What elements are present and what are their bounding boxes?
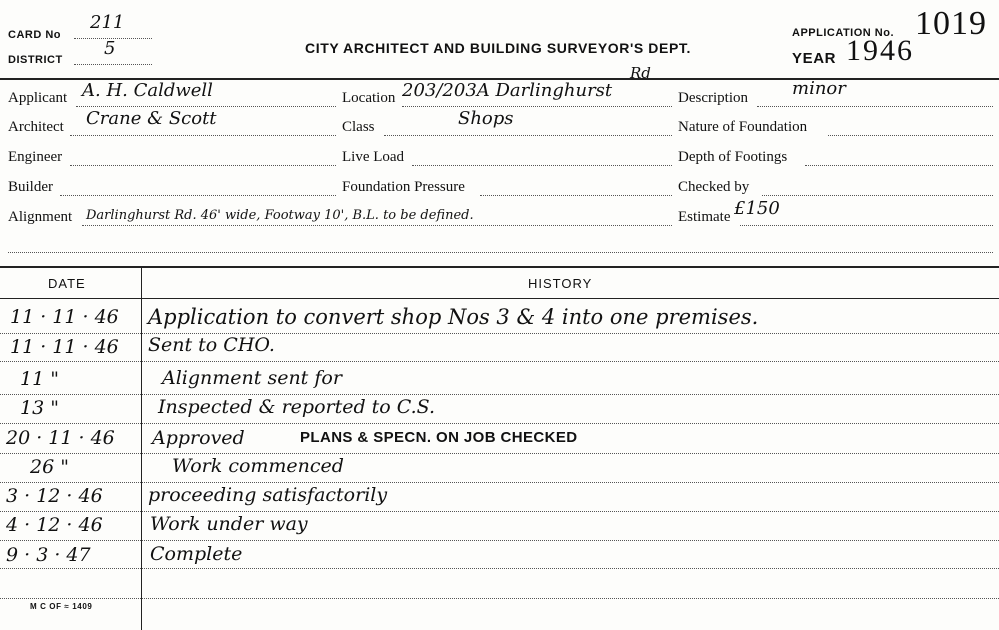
department-title: CITY ARCHITECT AND BUILDING SURVEYOR'S DEPT. <box>305 40 691 56</box>
checked-stamp: PLANS & SPECN. ON JOB CHECKED <box>300 429 578 446</box>
engineer-label: Engineer <box>8 149 63 165</box>
history-row-6-entry: Work commenced <box>172 455 344 477</box>
district-line <box>74 64 152 65</box>
class-label: Class <box>342 119 375 135</box>
checked-by-label: Checked by <box>678 179 750 195</box>
district-value: 5 <box>104 38 116 59</box>
date-column-header: DATE <box>48 276 86 291</box>
history-row-3-entry: Alignment sent for <box>162 367 342 389</box>
history-row-4-entry: Inspected & reported to C.S. <box>158 396 436 418</box>
history-row-7-date: 3 · 12 · 46 <box>6 485 103 507</box>
description-value: minor <box>792 78 846 99</box>
architect-label: Architect <box>8 119 64 135</box>
history-row-6-date: 26 " <box>30 456 69 478</box>
history-row-8-entry: Work under way <box>150 513 308 535</box>
checked-by-line <box>762 195 993 196</box>
location-value: 203/203A Darlinghurst <box>402 80 613 101</box>
estimate-label: Estimate <box>678 209 731 225</box>
applicant-label: Applicant <box>8 90 68 106</box>
history-row-7-entry: proceeding satisfactorily <box>148 484 388 506</box>
history-row-1-entry: Application to convert shop Nos 3 & 4 into one premises. <box>148 305 759 329</box>
history-row-8-date: 4 · 12 · 46 <box>6 514 103 536</box>
history-row-5-entry: Approved <box>152 427 245 449</box>
application-no-label: APPLICATION No. <box>792 27 895 39</box>
history-rule <box>0 394 999 395</box>
architect-value: Crane & Scott <box>86 108 217 129</box>
alignment-value: Darlinghurst Rd. 46' wide, Footway 10', B.L. to be defined. <box>86 208 474 223</box>
class-line <box>384 135 672 136</box>
history-row-4-date: 13 " <box>20 397 59 419</box>
history-column-header: HISTORY <box>528 276 593 291</box>
applicant-value: A. H. Caldwell <box>82 80 213 101</box>
builder-line <box>60 195 336 196</box>
location-suffix: Rd <box>630 64 651 82</box>
year-value: 1946 <box>846 34 914 67</box>
card-no-value: 211 <box>90 12 125 33</box>
alignment-line <box>82 225 672 226</box>
applicant-line <box>76 106 336 107</box>
history-rule <box>0 482 999 483</box>
application-no-value: 1019 <box>915 5 987 42</box>
history-rule <box>0 511 999 512</box>
card-no-label: CARD No <box>8 29 61 41</box>
date-column-rule <box>141 268 142 630</box>
description-line <box>757 106 993 107</box>
history-row-1-date: 11 · 11 · 46 <box>10 306 119 328</box>
year-label: YEAR <box>792 50 837 67</box>
history-row-3-date: 11 " <box>20 368 59 390</box>
builder-label: Builder <box>8 179 53 195</box>
history-header-divider <box>0 298 999 299</box>
foundation-pressure-label: Foundation Pressure <box>342 179 465 195</box>
nature-line <box>828 135 993 136</box>
depth-line <box>805 165 993 166</box>
history-rule <box>0 453 999 454</box>
form-code: M C OF ≈ 1409 <box>30 602 93 611</box>
history-row-5-date: 20 · 11 · 46 <box>6 427 115 449</box>
location-label: Location <box>342 90 396 106</box>
history-rule <box>0 598 999 599</box>
history-row-2-entry: Sent to CHO. <box>148 334 275 356</box>
live-load-label: Live Load <box>342 149 405 165</box>
history-rule <box>0 568 999 569</box>
history-rule <box>0 361 999 362</box>
history-rule <box>0 423 999 424</box>
estimate-line <box>740 225 993 226</box>
blank-field-line <box>8 252 993 253</box>
class-value: Shops <box>458 108 514 129</box>
nature-of-foundation-label: Nature of Foundation <box>678 119 808 135</box>
architect-line <box>70 135 336 136</box>
history-row-2-date: 11 · 11 · 46 <box>10 336 119 358</box>
history-row-9-entry: Complete <box>150 543 243 565</box>
foundation-pressure-line <box>480 195 672 196</box>
engineer-line <box>70 165 336 166</box>
district-label: DISTRICT <box>8 54 63 66</box>
live-load-line <box>412 165 672 166</box>
estimate-value: £150 <box>734 198 780 219</box>
history-rule <box>0 540 999 541</box>
depth-of-footings-label: Depth of Footings <box>678 149 788 165</box>
location-line <box>402 106 672 107</box>
alignment-label: Alignment <box>8 209 73 225</box>
history-row-9-date: 9 · 3 · 47 <box>6 544 91 566</box>
history-top-divider <box>0 266 999 268</box>
description-label: Description <box>678 90 748 106</box>
